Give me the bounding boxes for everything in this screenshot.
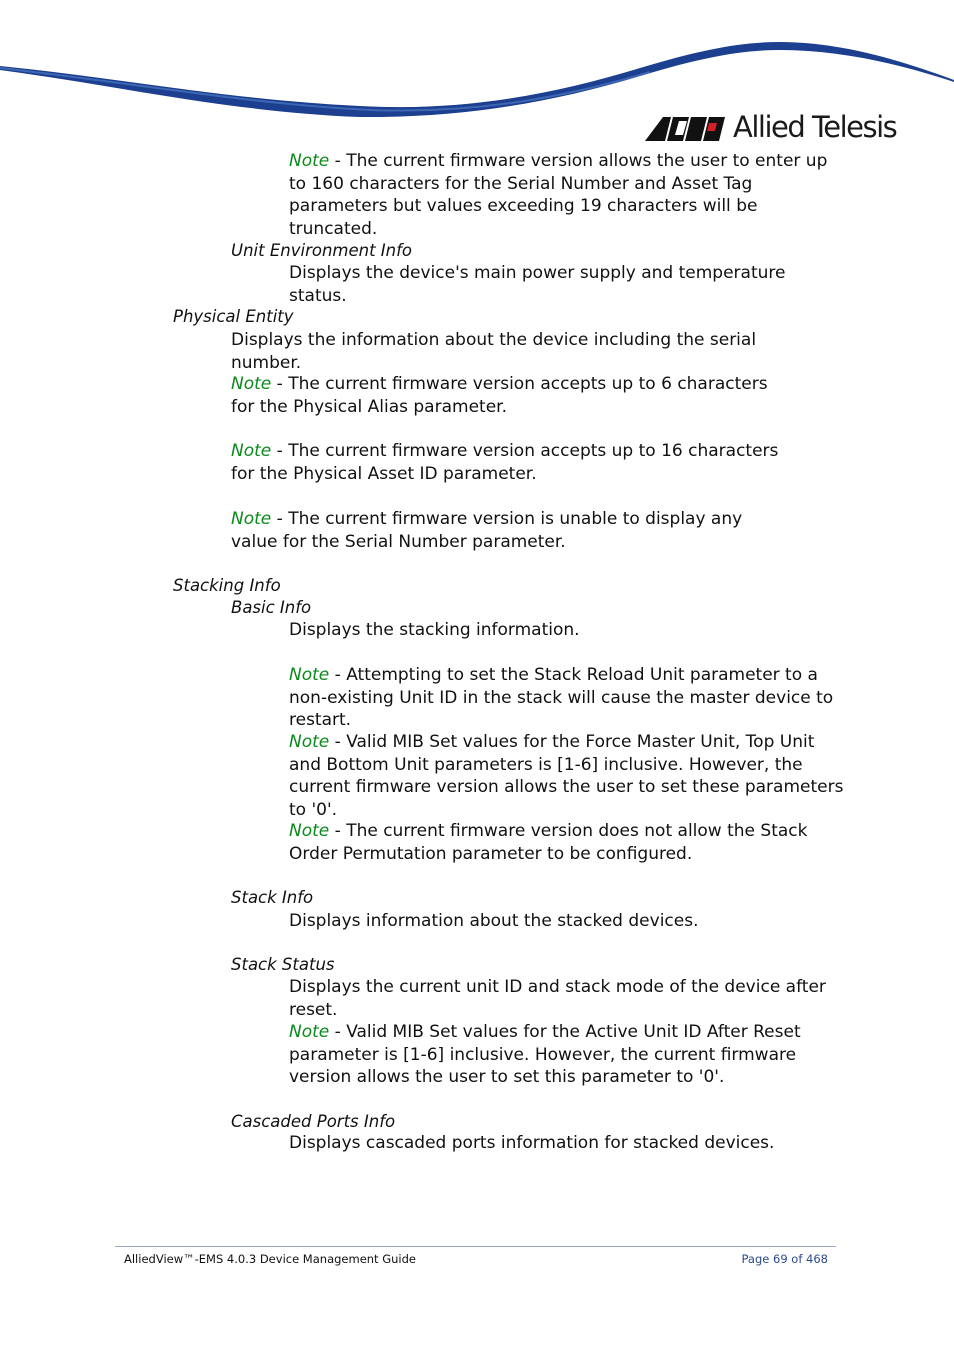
section-heading: Unit Environment Info xyxy=(231,241,413,260)
section-description: Displays the information about the device including the serial number. xyxy=(231,330,757,373)
section-description: Displays the current unit ID and stack mode of the device after reset. xyxy=(289,977,826,1020)
footer-divider xyxy=(115,1246,836,1247)
note-paragraph: Note - The current firmware version does not allow the Stack Order Permutation parameter to be configured. xyxy=(289,821,808,864)
note-paragraph: Note - The current firmware version is unable to display any value for the Serial Number parameter. xyxy=(231,509,743,552)
note-label: Note xyxy=(231,441,272,461)
logo-mark-icon xyxy=(645,113,727,141)
note-label: Note xyxy=(231,374,272,394)
note-label: Note xyxy=(231,509,272,529)
section-description: Displays cascaded ports information for stacked devices. xyxy=(289,1133,775,1153)
note-paragraph: Note - Valid MIB Set values for the Active Unit ID After Reset parameter is [1-6] inclusive. However, the current firmware version allows the user to set this parameter to '0'. xyxy=(289,1022,801,1087)
section-heading: Basic Info xyxy=(231,598,312,617)
note-label: Note xyxy=(289,151,330,171)
logo-text: Allied Telesis xyxy=(733,110,897,144)
footer-page-number: Page 69 of 468 xyxy=(741,1252,828,1266)
note-paragraph: Note - Attempting to set the Stack Reload Unit parameter to a non-existing Unit ID in the stack will cause the master device to restart. xyxy=(289,665,834,730)
section-heading: Physical Entity xyxy=(173,307,294,326)
note-paragraph: Note - The current firmware version accepts up to 6 characters for the Physical Alias parameter. xyxy=(231,374,768,417)
note-paragraph: Note - Valid MIB Set values for the Force Master Unit, Top Unit and Bottom Unit parameters is [1-6] inclusive. However, the current firmware version allows the user to set these parameters to '0'. xyxy=(289,732,844,820)
section-heading: Stack Status xyxy=(231,955,335,974)
section-description: Displays the stacking information. xyxy=(289,620,580,640)
section-heading: Stacking Info xyxy=(173,576,281,595)
note-paragraph: Note - The current firmware version accepts up to 16 characters for the Physical Asset ID parameter. xyxy=(231,441,779,484)
section-description: Displays information about the stacked devices. xyxy=(289,911,699,931)
note-label: Note xyxy=(289,1022,330,1042)
note-label: Note xyxy=(289,732,330,752)
note-paragraph: Note - The current firmware version allows the user to enter up to 160 characters for the Serial Number and Asset Tag parameters but values exceeding 19 characters will be truncated. xyxy=(289,151,828,239)
section-heading: Stack Info xyxy=(231,888,314,907)
section-description: Displays the device's main power supply and temperature status. xyxy=(289,263,786,306)
note-label: Note xyxy=(289,665,330,685)
note-label: Note xyxy=(289,821,330,841)
allied-telesis-logo xyxy=(645,110,896,144)
section-heading: Cascaded Ports Info xyxy=(231,1112,396,1131)
footer-guide-title: AlliedView™-EMS 4.0.3 Device Management Guide xyxy=(124,1252,416,1266)
